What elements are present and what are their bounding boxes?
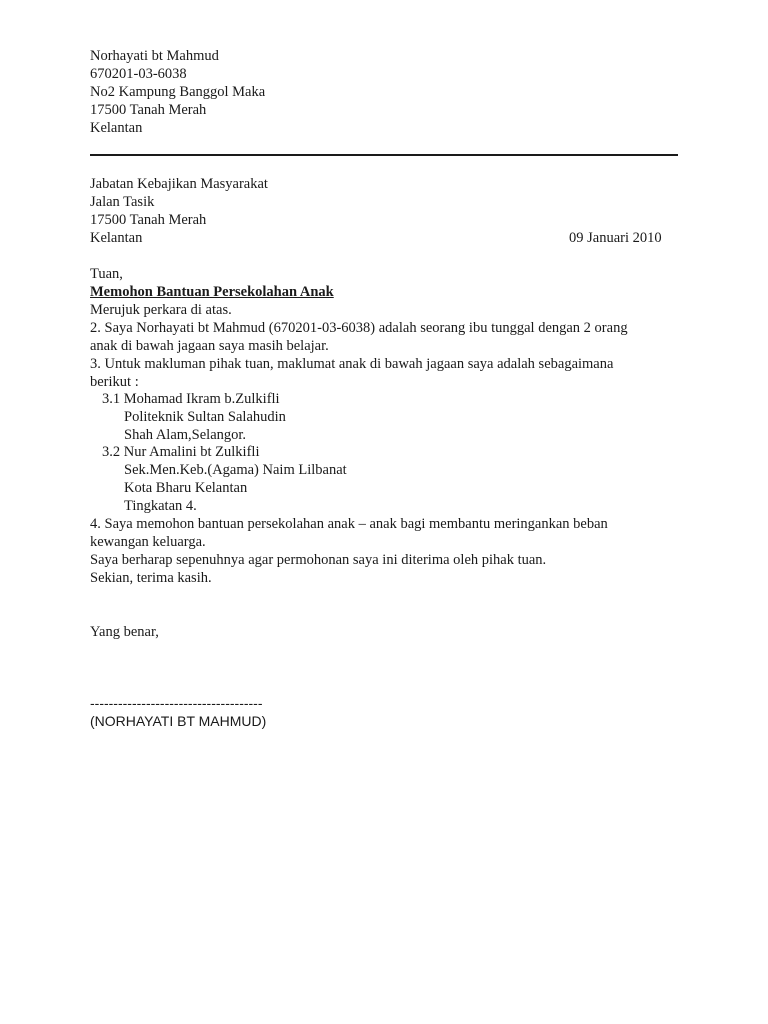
recipient-city: 17500 Tanah Merah (90, 212, 207, 228)
sender-address-line2: 17500 Tanah Merah (90, 102, 207, 118)
recipient-org: Jabatan Kebajikan Masyarakat (90, 176, 268, 192)
salutation: Tuan, (90, 266, 123, 282)
child-1-name: 3.1 Mohamad Ikram b.Zulkifli (102, 391, 280, 407)
recipient-street: Jalan Tasik (90, 194, 155, 210)
sender-ic: 670201-03-6038 (90, 66, 187, 82)
child-1-place: Shah Alam,Selangor. (124, 427, 247, 443)
body-paragraph-4-line1: 4. Saya memohon bantuan persekolahan anak – anak bagi membantu meringankan beban (90, 516, 608, 532)
subject-line: Memohon Bantuan Persekolahan Anak (90, 284, 334, 300)
header-divider (90, 154, 678, 156)
sender-address-line1: No2 Kampung Banggol Maka (90, 84, 266, 100)
signature-name: (NORHAYATI BT MAHMUD) (90, 713, 267, 729)
child-2-level: Tingkatan 4. (124, 498, 197, 514)
body-paragraph-5: Saya berharap sepenuhnya agar permohonan saya ini diterima oleh pihak tuan. (90, 552, 547, 568)
recipient-state: Kelantan (90, 230, 143, 246)
body-paragraph-2-line2: anak di bawah jagaan saya masih belajar. (90, 338, 329, 354)
letter-date: 09 Januari 2010 (569, 230, 662, 246)
closing: Yang benar, (90, 624, 159, 640)
child-2-place: Kota Bharu Kelantan (124, 480, 248, 496)
child-2-name: 3.2 Nur Amalini bt Zulkifli (102, 444, 260, 460)
signature-line: ------------------------------------- (90, 695, 263, 711)
child-1-school: Politeknik Sultan Salahudin (124, 409, 286, 425)
body-paragraph-3-line1: 3. Untuk makluman pihak tuan, maklumat anak di bawah jagaan saya adalah sebagaimana (90, 356, 614, 372)
body-paragraph-1: Merujuk perkara di atas. (90, 302, 232, 318)
body-paragraph-4-line2: kewangan keluarga. (90, 534, 206, 550)
body-paragraph-3-line2: berikut : (90, 374, 139, 390)
sender-state: Kelantan (90, 120, 143, 136)
child-2-school: Sek.Men.Keb.(Agama) Naim Lilbanat (124, 462, 347, 478)
body-paragraph-2-line1: 2. Saya Norhayati bt Mahmud (670201-03-6038) adalah seorang ibu tunggal dengan 2 orang (90, 320, 628, 336)
body-paragraph-6: Sekian, terima kasih. (90, 570, 212, 586)
sender-name: Norhayati bt Mahmud (90, 48, 219, 64)
